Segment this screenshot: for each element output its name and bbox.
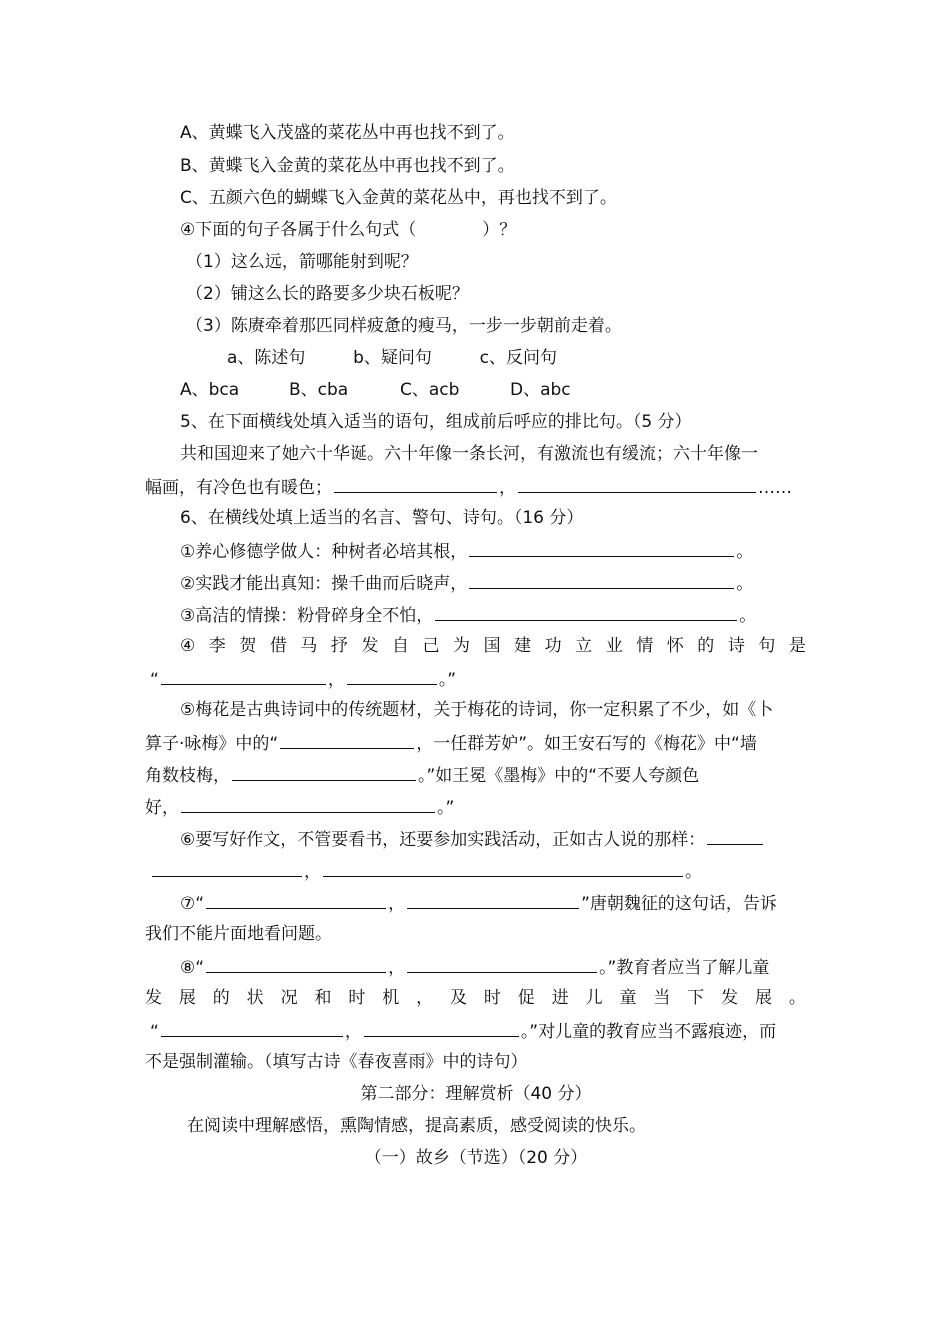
comma: ，	[327, 670, 345, 690]
open-quote: “	[150, 1022, 159, 1042]
q6-item-8-char: 下	[687, 988, 705, 1008]
q6-item-5-text-6: 。”	[437, 798, 455, 818]
q6-item-8-char: 儿	[585, 988, 603, 1008]
q5-title: 5、在下面横线处填入适当的语句，组成前后呼应的排比句。（5 分）	[180, 412, 692, 432]
q6-item-8-char: 时	[483, 988, 501, 1008]
q6-item-4-char: 李	[208, 636, 226, 656]
q6-item-5-text-4: 。”如王冕《墨梅》中的“不要人夸颜色	[418, 766, 700, 786]
q5-line-2-text: 幅画，有冷色也有暖色；	[145, 478, 332, 498]
q4-sentence-1: （1）这么远，箭哪能射到呢？	[186, 252, 418, 272]
q4-type-b: b、疑问句	[353, 348, 432, 368]
q6-item-4-char: 贺	[239, 636, 257, 656]
q6-item-8-blank-2[interactable]	[407, 954, 597, 973]
part2-heading: 第二部分：理解赏析（40 分）	[360, 1084, 592, 1104]
q6-item-5-line-2	[145, 730, 757, 754]
q6-item-8-line-3	[150, 1018, 776, 1042]
q3-option-c: C、五颜六色的蝴蝶飞入金黄的菜花丛中，再也找不到了。	[180, 188, 617, 208]
q6-item-4-blank-1[interactable]	[161, 666, 326, 685]
q6-item-8-char: 。	[788, 988, 806, 1008]
q6-item-4-char: 己	[422, 636, 440, 656]
q6-item-8-char: 当	[653, 988, 671, 1008]
q6-title: 6、在横线处填上适当的名言、警句、诗句。（16 分）	[180, 508, 584, 528]
q6-item-4-char: 的	[697, 636, 715, 656]
q4-choice-a: A、bca	[180, 380, 240, 400]
q6-item-6-blank-1[interactable]	[707, 826, 763, 845]
q6-item-5-blank-1[interactable]	[280, 730, 414, 749]
q6-item-6-blank-3[interactable]	[323, 858, 683, 877]
q6-item-4-char: 自	[391, 636, 409, 656]
q4-sentence-types	[227, 346, 557, 370]
q5-ellipsis: ……	[758, 478, 792, 498]
q6-item-2	[180, 570, 753, 594]
q6-item-8-char: 状	[246, 988, 264, 1008]
comma: ，	[388, 958, 406, 978]
q6-item-4-char: 建	[514, 636, 532, 656]
q6-item-3	[180, 602, 756, 626]
q5-line-1: 共和国迎来了她六十华诞。六十年像一条长河，有激流也有缓流；六十年像一	[180, 444, 758, 464]
q6-item-8-text: 。”教育者应当了解儿童	[599, 958, 770, 978]
q6-item-8-char: 和	[314, 988, 332, 1008]
comma: ，	[388, 894, 406, 914]
q6-item-1	[180, 538, 753, 562]
q6-item-4-char: 业	[605, 636, 623, 656]
q6-item-7-blank-2[interactable]	[407, 890, 579, 909]
q6-item-5-blank-3[interactable]	[181, 794, 435, 813]
q6-item-8-char: 况	[280, 988, 298, 1008]
q6-item-1-blank[interactable]	[469, 538, 734, 557]
q6-item-6-blank-2[interactable]	[152, 858, 302, 877]
q6-item-5-text-2: ，一任群芳妒”。如王安石写的《梅花》中“墙	[416, 734, 757, 754]
q6-item-4-char: 情	[636, 636, 654, 656]
q6-item-4-char: ④	[180, 636, 196, 656]
q3-option-b: B、黄蝶飞入金黄的菜花丛中再也找不到了。	[180, 156, 515, 176]
q5-blank-2[interactable]	[518, 474, 756, 493]
q6-item-4-char: 抒	[330, 636, 348, 656]
q6-item-6-text: ⑥要写好作文，不管要看书，还要参加实践活动，正如古人说的那样：	[180, 830, 706, 850]
q6-item-8-char: 发	[721, 988, 739, 1008]
open-quote: “	[150, 670, 159, 690]
q6-item-4-char: 是	[788, 636, 806, 656]
q6-item-1-text: ①养心修德学做人：种树者必培其根，	[180, 542, 468, 562]
q6-item-5-line-3	[145, 762, 699, 786]
q6-item-7-blank-1[interactable]	[206, 890, 386, 909]
q6-item-8-char: 促	[517, 988, 535, 1008]
q6-item-4-char: 功	[544, 636, 562, 656]
q6-item-8-blank-1[interactable]	[206, 954, 386, 973]
q6-item-8-char: 的	[212, 988, 230, 1008]
q6-item-8-char: 发	[145, 988, 162, 1008]
q6-item-4-char: 马	[300, 636, 318, 656]
q4-choice-d: D、abc	[510, 380, 571, 400]
q6-item-5-line-4	[145, 794, 454, 818]
q6-item-2-text: ②实践才能出真知：操千曲而后晓声，	[180, 574, 468, 594]
q6-item-4-char: 诗	[727, 636, 745, 656]
q4-type-a: a、陈述句	[227, 348, 306, 368]
q6-item-8-char: ，	[416, 988, 434, 1008]
q6-item-4-char: 发	[361, 636, 379, 656]
q4-prompt-right: ）？	[482, 220, 517, 240]
q6-item-8-open: ⑧“	[180, 958, 205, 978]
q6-item-4-line-2	[150, 666, 456, 690]
q6-item-2-blank[interactable]	[469, 570, 734, 589]
q6-item-8-char: 机	[382, 988, 400, 1008]
q6-item-8-text-2: 。”对儿童的教育应当不露痕迹，而	[520, 1022, 777, 1042]
q6-item-7-line-1	[180, 890, 777, 914]
q6-item-7-line-2: 我们不能片面地看问题。	[145, 924, 332, 944]
q5-line-2	[145, 474, 792, 498]
comma: ，	[344, 1022, 362, 1042]
q6-item-2-period: 。	[736, 574, 754, 594]
q6-item-7-text: ”唐朝魏征的这句话，告诉	[581, 894, 777, 914]
close-quote: 。”	[438, 670, 457, 690]
q6-item-4-line-1	[180, 634, 806, 658]
q6-item-8-line-1	[180, 954, 769, 978]
q6-item-8-line-4: 不是强制灌输。（填写古诗《春夜喜雨》中的诗句）	[145, 1052, 528, 1072]
period: 。	[685, 862, 702, 882]
q6-item-4-char: 为	[453, 636, 471, 656]
q6-item-8-char: 展	[755, 988, 773, 1008]
q6-item-8-char: 进	[551, 988, 569, 1008]
q6-item-5-text-5: 好，	[145, 798, 179, 818]
q6-item-5-line-1: ⑤梅花是古典诗词中的传统题材，关于梅花的诗词，你一定积累了不少，如《卜	[180, 700, 774, 720]
q4-choice-b: B、cba	[289, 380, 349, 400]
q6-item-3-text: ③高洁的情操：粉骨碎身全不怕，	[180, 606, 434, 626]
q6-item-4-char: 句	[758, 636, 776, 656]
q5-comma: ，	[499, 478, 516, 498]
q5-blank-1[interactable]	[334, 474, 497, 493]
q6-item-8-blank-4[interactable]	[364, 1018, 519, 1037]
q6-item-3-blank[interactable]	[435, 602, 737, 621]
q4-prompt-left: ④下面的句子各属于什么句式（	[180, 220, 417, 240]
part2-intro: 在阅读中理解感悟，熏陶情感，提高素质，感受阅读的快乐。	[187, 1116, 646, 1136]
q3-option-a: A、黄蝶飞入茂盛的菜花丛中再也找不到了。	[180, 123, 515, 143]
q4-choice-c: C、acb	[400, 380, 460, 400]
q6-item-6-line-1	[180, 826, 765, 850]
q6-item-4-char: 怀	[666, 636, 684, 656]
q6-item-8-blank-3[interactable]	[161, 1018, 343, 1037]
part2-section-1-title: （一）故乡（节选）（20 分）	[364, 1148, 588, 1168]
q6-item-5-blank-2[interactable]	[232, 762, 416, 781]
q6-item-4-char: 借	[269, 636, 287, 656]
q6-item-4-blank-2[interactable]	[347, 666, 437, 685]
q6-item-6-line-2	[150, 858, 702, 882]
q6-item-3-period: 。	[739, 606, 757, 626]
q6-item-8-char: 童	[619, 988, 637, 1008]
q4-sentence-2: （2）铺这么长的路要多少块石板呢？	[186, 284, 469, 304]
q6-item-4-char: 国	[483, 636, 501, 656]
q6-item-8-char: 及	[450, 988, 468, 1008]
q4-type-c: c、反问句	[479, 348, 557, 368]
comma: ，	[304, 862, 321, 882]
q6-item-8-line-2	[145, 986, 806, 1010]
q6-item-1-period: 。	[736, 542, 754, 562]
q6-item-4-char: 立	[575, 636, 593, 656]
q6-item-8-char: 展	[178, 988, 196, 1008]
q4-prompt	[180, 218, 516, 242]
q6-item-5-text-3: 角数枝梅，	[145, 766, 230, 786]
q6-item-8-char: 时	[348, 988, 366, 1008]
q6-item-5-text-1: 算子·咏梅》中的“	[145, 734, 279, 754]
q4-sentence-3: （3）陈赓牵着那匹同样疲惫的瘦马，一步一步朝前走着。	[186, 316, 622, 336]
q6-item-7-open: ⑦“	[180, 894, 205, 914]
